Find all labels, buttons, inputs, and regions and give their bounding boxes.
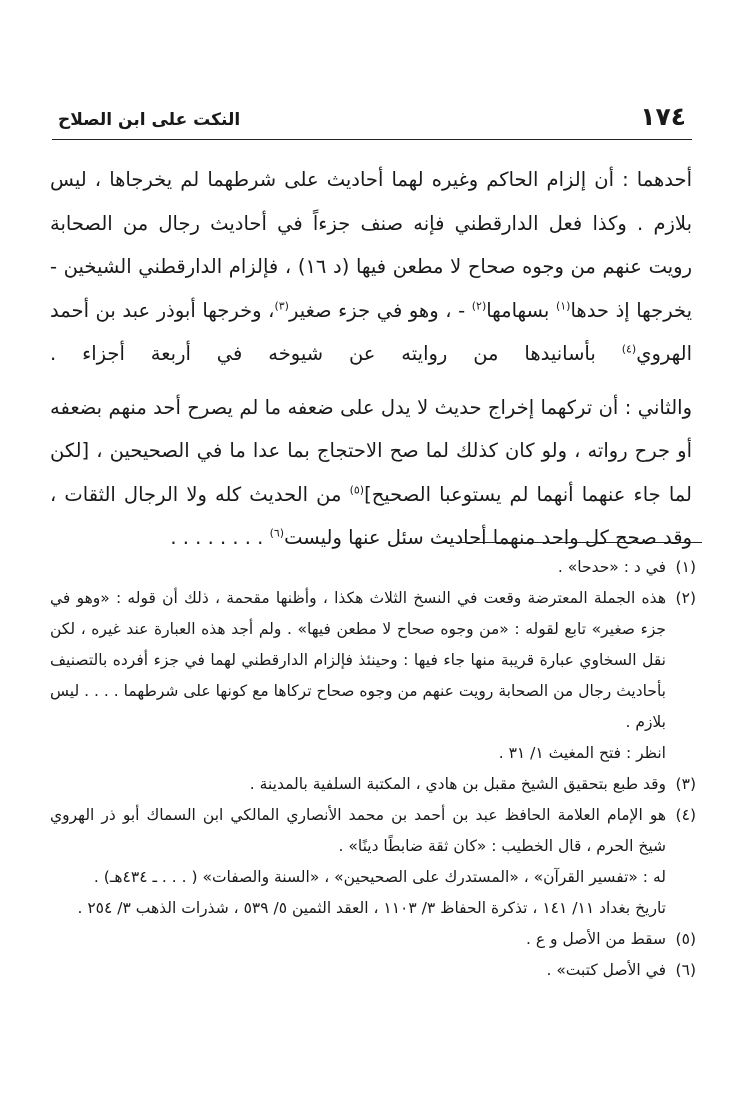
footnote-marker-3[interactable]: (٣) bbox=[274, 299, 289, 312]
footnote-text: هو الإمام العلامة الحافظ عبد بن أحمد بن محمد الأنصاري المالكي ابن السماك أبو ذر الهروي شيخ الحرم ، قال الخطيب : «كان ثقة ضابطًا دينًا» . bbox=[50, 806, 666, 855]
main-text bbox=[50, 158, 692, 560]
page-header bbox=[52, 100, 692, 140]
footnote-number: (٤) bbox=[675, 806, 696, 824]
paragraph-1-text: ، وخرجها أبوذر عبد بن أحمد الهروي bbox=[50, 298, 692, 365]
footnote-marker-6[interactable]: (٦) bbox=[269, 526, 285, 540]
paragraph-1-text: - ، وهو في جزء صغير bbox=[288, 298, 472, 322]
paragraph-2-text: والثاني : أن تركهما إخراج حديث لا يدل على ضعفه ما لم يصرح أحد منهم بضعفه أو جرح رواته ، ولو كان كذلك لما صح الاحتجاج بما عدا ما في الصحيحين ، [لكن لما جاء عنهما أنهما لم يستوعبا الصحيح] bbox=[50, 395, 692, 506]
paragraph-2-text: . . . . . . . . bbox=[170, 526, 270, 549]
footnote-4 bbox=[50, 800, 696, 924]
footnote-1 bbox=[50, 552, 696, 583]
footnote-5 bbox=[50, 924, 696, 955]
footnote-separator bbox=[440, 542, 702, 543]
footnote-sources: تاريخ بغداد ١١/ ١٤١ ، تذكرة الحفاظ ٣/ ١١٠٣ ، العقد الثمين ٥/ ٥٣٩ ، شذرات الذهب ٣/ ٢٥٤ . bbox=[77, 899, 666, 917]
footnote-6 bbox=[50, 955, 696, 986]
footnote-text: سقط من الأصل و ع . bbox=[526, 930, 666, 948]
footnote-marker-1[interactable]: (١) bbox=[555, 299, 571, 312]
paragraph-1 bbox=[50, 158, 692, 376]
footnote-text: في الأصل كتبت» . bbox=[546, 961, 666, 979]
footnote-marker-5[interactable]: (٥) bbox=[349, 483, 365, 496]
paragraph-1-text: بأسانيدها من روايته عن شيوخه في أربعة أجزاء . bbox=[50, 342, 622, 365]
footnote-number: (٣) bbox=[675, 775, 696, 793]
footnote-2 bbox=[50, 583, 696, 769]
paragraph-2-text: من الحديث كله ولا الرجال الثقات ، وقد صحح كل واحد منهما أحاديث سئل عنها وليست bbox=[50, 482, 692, 549]
paragraph-1-text: أحدهما : أن إلزام الحاكم وغيره لهما أحاديث على شرطهما لم يخرجاها ، ليس بلازم . وكذا فعل الدارقطني فإنه صنف جزءاً في أحاديث رجال من الصحابة رويت عنهم من وجوه صحاح لا مطعن فيها (د ١٦) ، فإلزام الدارقطني الشيخين - يخرجها إذ حدها bbox=[50, 168, 693, 322]
footnote-text: وقد طبع بتحقيق الشيخ مقبل بن هادي ، المكتبة السلفية بالمدينة . bbox=[249, 775, 666, 793]
footnote-reference: انظر : فتح المغيث ١/ ٣١ . bbox=[498, 744, 666, 762]
page-number: ١٧٤ bbox=[640, 102, 686, 131]
footnote-number: (٦) bbox=[675, 961, 696, 979]
paragraph-1-text: بسهامها bbox=[486, 298, 556, 322]
footnote-3 bbox=[50, 769, 696, 800]
header-rule bbox=[52, 139, 692, 140]
footnote-marker-2[interactable]: (٢) bbox=[471, 299, 487, 312]
paragraph-2 bbox=[50, 386, 692, 560]
running-title: النكت على ابن الصلاح bbox=[58, 110, 241, 130]
footnote-marker-4[interactable]: (٤) bbox=[621, 342, 637, 356]
footnote-number: (١) bbox=[675, 558, 696, 576]
footnote-number: (٢) bbox=[675, 589, 696, 607]
footnote-number: (٥) bbox=[675, 930, 696, 948]
footnotes bbox=[50, 552, 696, 986]
footnote-text: هذه الجملة المعترضة وقعت في النسخ الثلاث هكذا ، وأظنها مقحمة ، ذلك أن قوله : «وهو في جزء صغير» تابع لقوله : «من وجوه صحاح لا مطعن فيها» . ولم أجد هذه العبارة عند غيره ، لكن نقل السخاوي عبارة قريبة منها جاء فيها : وحينئذ فإلزام الدارقطني لهما في جزء أفرده بالتصنيف بأحاديث رجال من الصحابة رويت عنهم من وجوه صحاح تركاها مع كونها على شرطهما . . . . ليس بلازم . bbox=[50, 589, 666, 731]
footnote-works: له : «تفسير القرآن» ، «المستدرك على الصحيحين» ، «السنة والصفات» ( . . . ـ ٤٣٤هـ) . bbox=[93, 868, 666, 886]
footnote-text: في د : «حدحا» . bbox=[557, 558, 666, 576]
